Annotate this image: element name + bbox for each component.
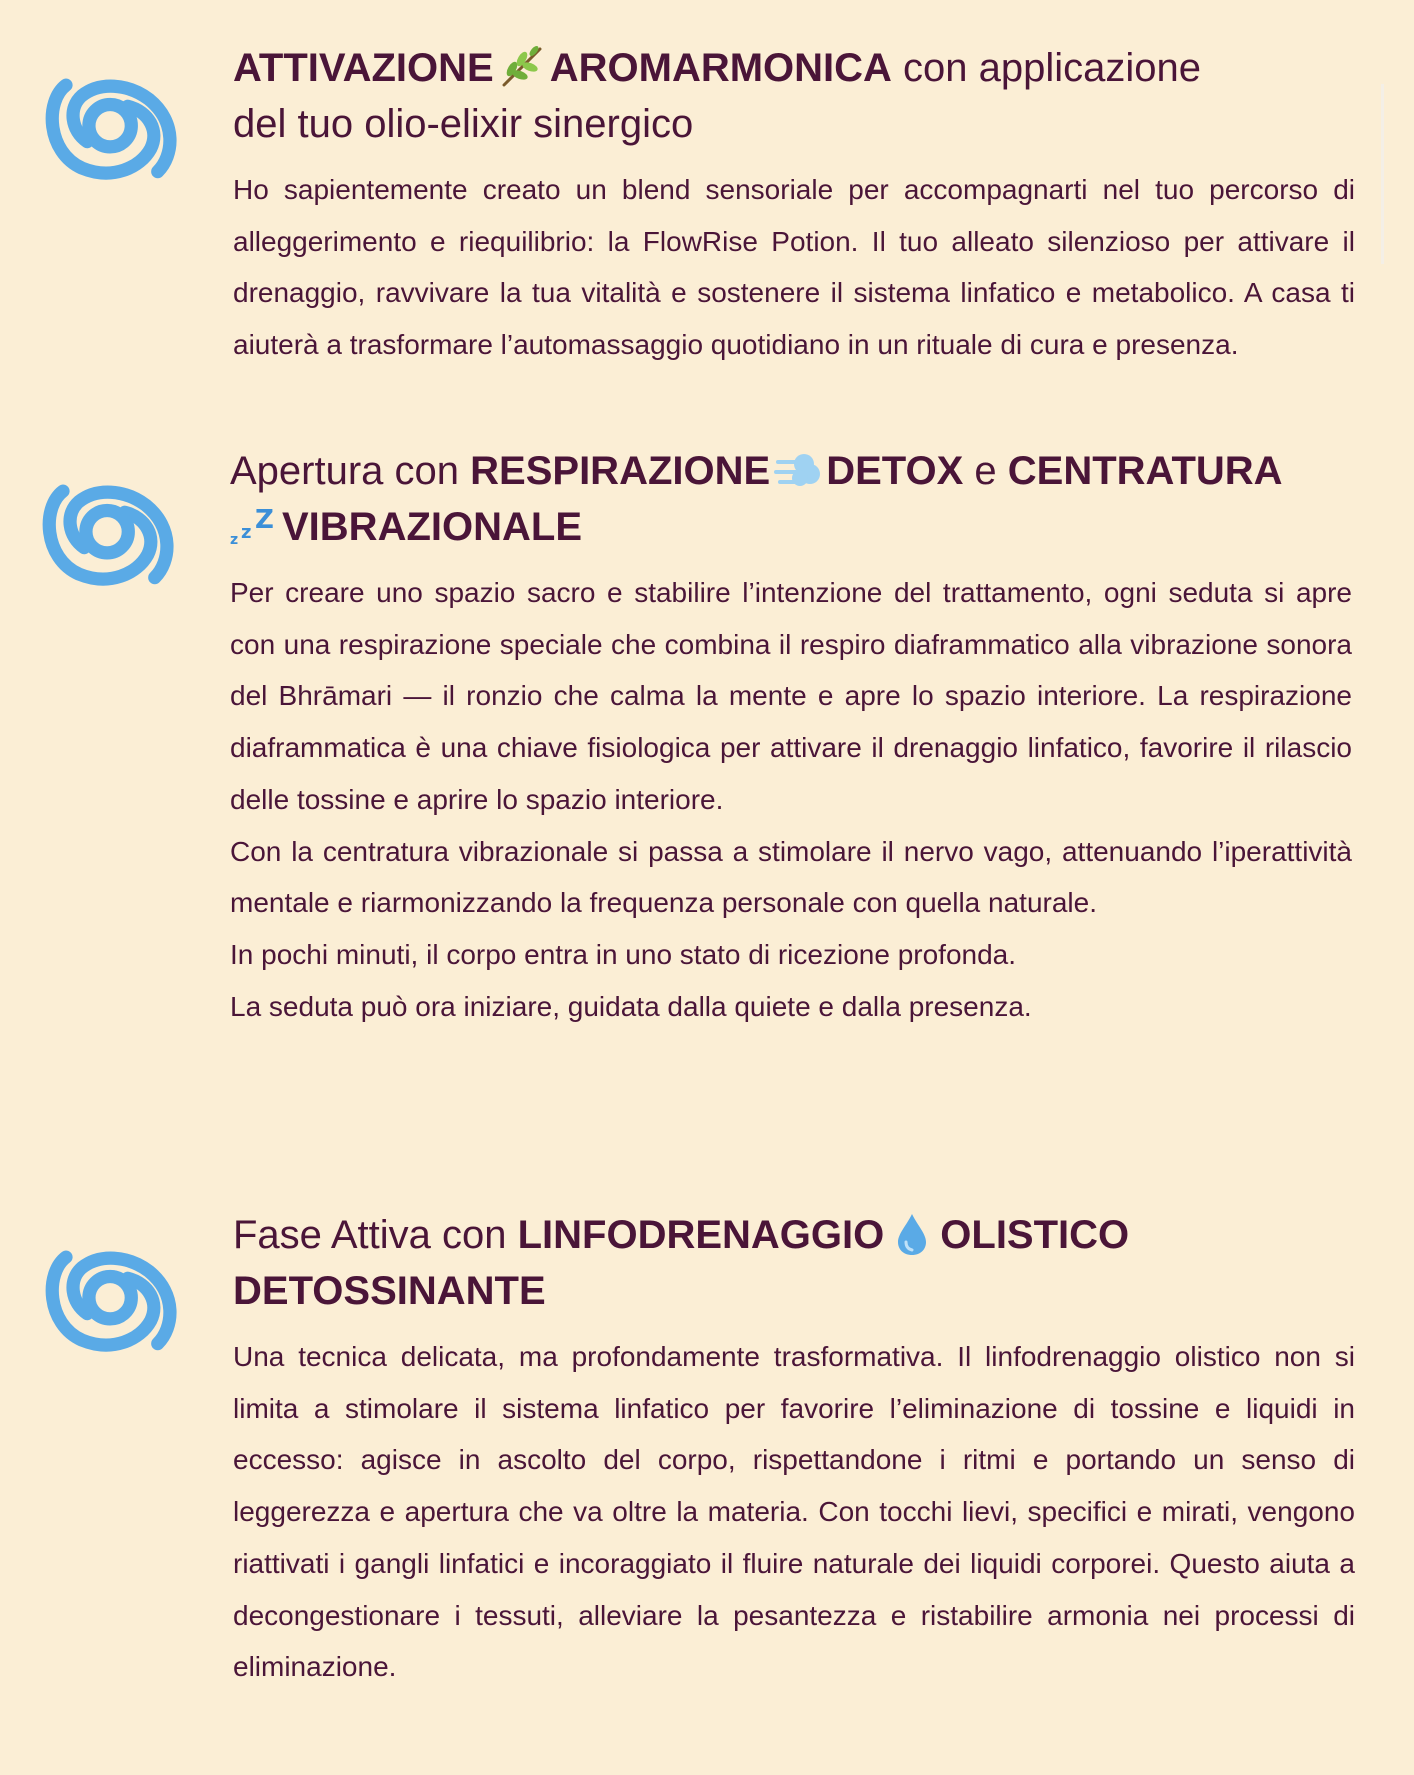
section-body-centering: Con la centratura vibrazionale si passa a stimolare il nervo vago, attenuando l’iperattività mentale e riarmonizzando la frequenza personale con quella naturale. xyxy=(230,835,1352,919)
dashing-away-icon xyxy=(774,448,822,492)
svg-text:z: z xyxy=(241,522,252,543)
droplet-icon xyxy=(888,1212,936,1256)
section-title: ATTIVAZIONE AROMARMONICA con applicazione del tuo olio-elixir sinergico xyxy=(233,46,1202,146)
svg-text:z: z xyxy=(230,532,239,548)
section-body: Per creare uno spazio sacro e stabilire l’intenzione del trattamento, ogni seduta si apre con una respirazione speciale che combina il respiro diaframmatico alla vibrazione sonora del Bhrāmari — il ronzio che calma la mente e apre lo spazio interiore. La respirazione diaframmatica è una chiave fisiologica per attivare il drenaggio linfatico, favorire il rilascio delle tossine e aprire lo spazio interiore. xyxy=(230,577,1352,815)
section-body: Una tecnica delicata, ma profondamente trasformativa. Il linfodrenaggio olistico non si limita a stimolare il sistema linfatico per favorire l’eliminazione di tossine e liquidi in eccesso: agisce in ascolto del corpo, rispettandone i ritmi e portando un senso di leggerezza e apertura che va oltre la materia. Con tocchi lievi, specifici e mirati, vengono riattivati i gangli linfatici e incoraggiato il fluire naturale dei liquidi corporei. Questo aiuta a decongestionare i tessuti, alleviare la pesantezza e ristabilire armonia nei processi di eliminazione. xyxy=(233,1341,1355,1683)
section-title: Apertura con RESPIRAZIONE DETOX e CENTRATURA z z Z VIBRAZIONALE xyxy=(230,449,1283,549)
section-title: Fase Attiva con LINFODRENAGGIO OLISTICO DETOSSINANTE xyxy=(233,1213,1130,1313)
cyclone-icon xyxy=(36,1228,186,1378)
svg-text:Z: Z xyxy=(255,505,274,535)
section-body-start: La seduta può ora iniziare, guidata dalla quiete e dalla presenza. xyxy=(230,990,1032,1022)
scroll-rail xyxy=(1381,84,1384,264)
herb-icon xyxy=(498,45,546,89)
cyclone-icon xyxy=(36,56,186,206)
cyclone-icon xyxy=(33,462,183,612)
section-body-reception: In pochi minuti, il corpo entra in uno stato di ricezione profonda. xyxy=(230,938,1017,970)
section-body: Ho sapientemente creato un blend sensoriale per accompagnarti nel tuo percorso di alleggerimento e riequilibrio: la FlowRise Potion. Il tuo alleato silenzioso per attivare il drenaggio, ravvivare la tua vitalità e sostenere il sistema linfatico e metabolico. A casa ti aiuterà a trasformare l’automassaggio quotidiano in un rituale di cura e presenza. xyxy=(233,174,1355,361)
zzz-icon xyxy=(230,504,278,548)
